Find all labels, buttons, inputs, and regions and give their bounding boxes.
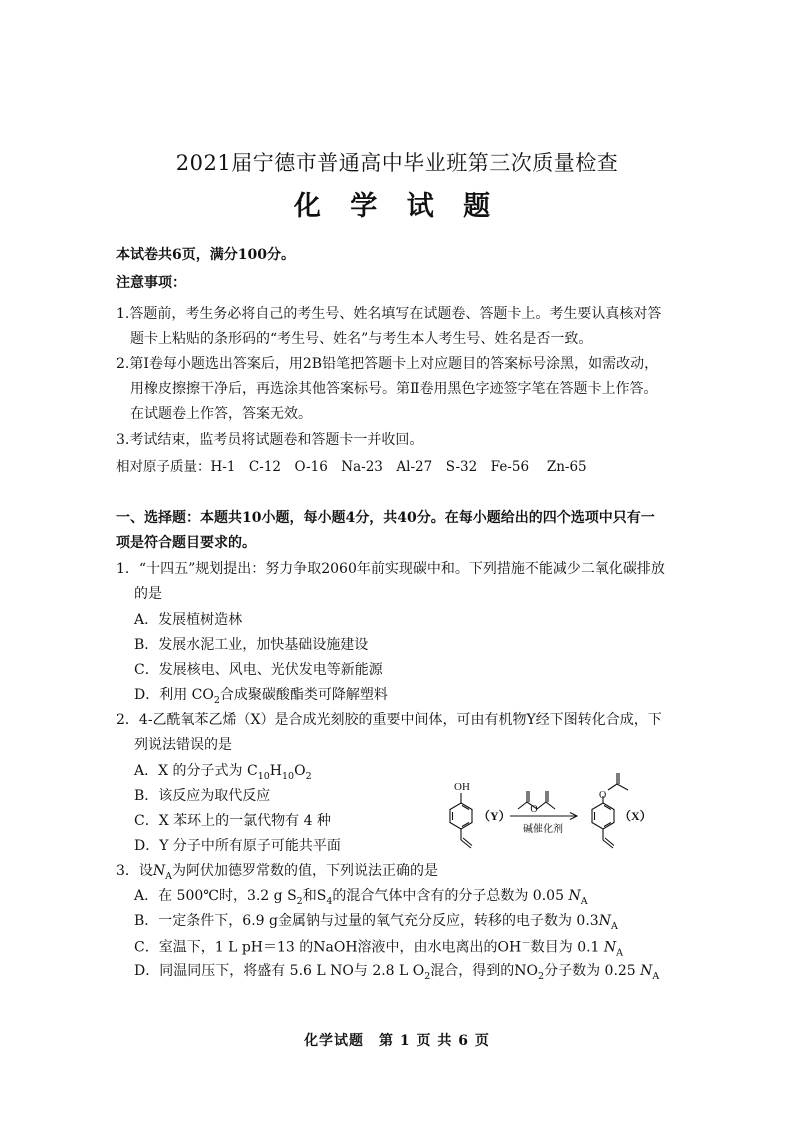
q3-option-c: C．室温下，1 L pH＝13 的NaOH溶液中，由水电离出的OH－数目为 0.1 $N_A$ — [134, 938, 624, 959]
y-oh-label: OH — [454, 781, 470, 793]
page-footer: 化学试题 第 1 页 共 6 页 — [304, 1033, 490, 1049]
notice-line-2: 题卡上粘贴的条形码的“考生号、姓名”与考生本人考生号、姓名是否一致。 — [130, 331, 593, 347]
q1-option-a: A．发展植树造林 — [134, 612, 243, 628]
exam-subtitle: 化 学 试 题 — [293, 191, 501, 222]
q2-option-a: A．X 的分子式为 $C_{10}H_{10}O_2$ — [134, 763, 312, 782]
q1-stem-line-1: 1．“十四五”规划提出：努力争取2060年前实现碳中和。下列措施不能减少二氧化碳排放 — [116, 561, 665, 577]
section-heading-line-1: 一、选择题：本题共10小题，每小题4分，共40分。在每小题给出的四个选项中只有一 — [116, 510, 655, 526]
q2-option-c: C．X 苯环上的一氯代物有 4 种 — [134, 813, 331, 829]
y-compound-label: （Y） — [478, 809, 511, 823]
q2-stem-line-2: 列说法错误的是 — [134, 737, 232, 753]
q2-option-b: B．该反应为取代反应 — [134, 788, 271, 804]
notice-line-5: 在试题卷上作答，答案无效。 — [130, 406, 312, 422]
q1-option-d: D．利用 $CO_2$合成聚碳酸酯类可降解塑料 — [134, 687, 388, 706]
q1-stem-line-2: 的是 — [134, 586, 162, 602]
notice-title: 注意事项： — [116, 275, 186, 291]
exam-title: 2021届宁德市普通高中毕业班第三次质量检查 — [175, 151, 619, 175]
y-benzene-ring — [450, 803, 472, 829]
atomic-masses: 相对原子质量：H-1 C-12 O-16 Na-23 Al-27 S-32 Fe-56 Zn-65 — [116, 459, 587, 475]
q2-stem-line-1: 2．4-乙酰氧苯乙烯（X）是合成光刻胶的重要中间体，可由有机物Y经下图转化合成，下 — [116, 712, 662, 728]
q1-option-c: C．发展核电、风电、光伏发电等新能源 — [134, 662, 383, 678]
q3-stem: 3．设$N_A$为阿伏加德罗常数的值，下列说法正确的是 — [116, 863, 439, 882]
q3-option-a: A．在 500℃时，3.2 g $S_2$和$S_4$的混合气体中含有的分子总数为 0.05 $N_A$ — [134, 888, 588, 907]
notice-line-4: 用橡皮擦擦干净后，再选涂其他答案标号。第Ⅱ卷用黑色字迹签字笔在答题卡上作答。 — [130, 381, 658, 397]
x-benzene-ring — [592, 803, 614, 829]
x-ester-oxygen: O — [599, 790, 607, 801]
x-compound-label: （X） — [619, 809, 652, 823]
notice-line-6: 3.考试结束，监考员将试题卷和答题卡一并收回。 — [116, 432, 424, 448]
q1-option-b: B．发展水泥工业，加快基础设施建设 — [134, 637, 369, 653]
section-heading-line-2: 项是符合题目要求的。 — [116, 535, 256, 551]
reaction-scheme-svg — [436, 760, 681, 892]
notice-line-3: 2.第Ⅰ卷每小题选出答案后，用2B铅笔把答题卡上对应题目的答案标号涂黑，如需改动， — [116, 356, 659, 372]
pages-note: 本试卷共6页，满分100分。 — [116, 247, 295, 263]
notice-line-1: 1.答题前，考生务必将自己的考生号、姓名填写在试题卷、答题卡上。考生要认真核对答 — [116, 306, 662, 322]
catalyst-label: 碱催化剂 — [523, 824, 563, 835]
q3-option-b: B．一定条件下，6.9 g金属钠与过量的氧气充分反应，转移的电子数为 $0.3N_A$ — [134, 913, 618, 932]
reaction-diagram — [436, 760, 681, 892]
q3-option-d: D．同温同压下，将盛有 5.6 L NO与 2.8 L $O_2$混合，得到的$NO_2$分子数为 0.25 $N_A$ — [134, 963, 660, 982]
q2-option-d: D．Y 分子中所有原子可能共平面 — [134, 838, 341, 854]
anhydride-oxygen: O — [530, 804, 538, 815]
